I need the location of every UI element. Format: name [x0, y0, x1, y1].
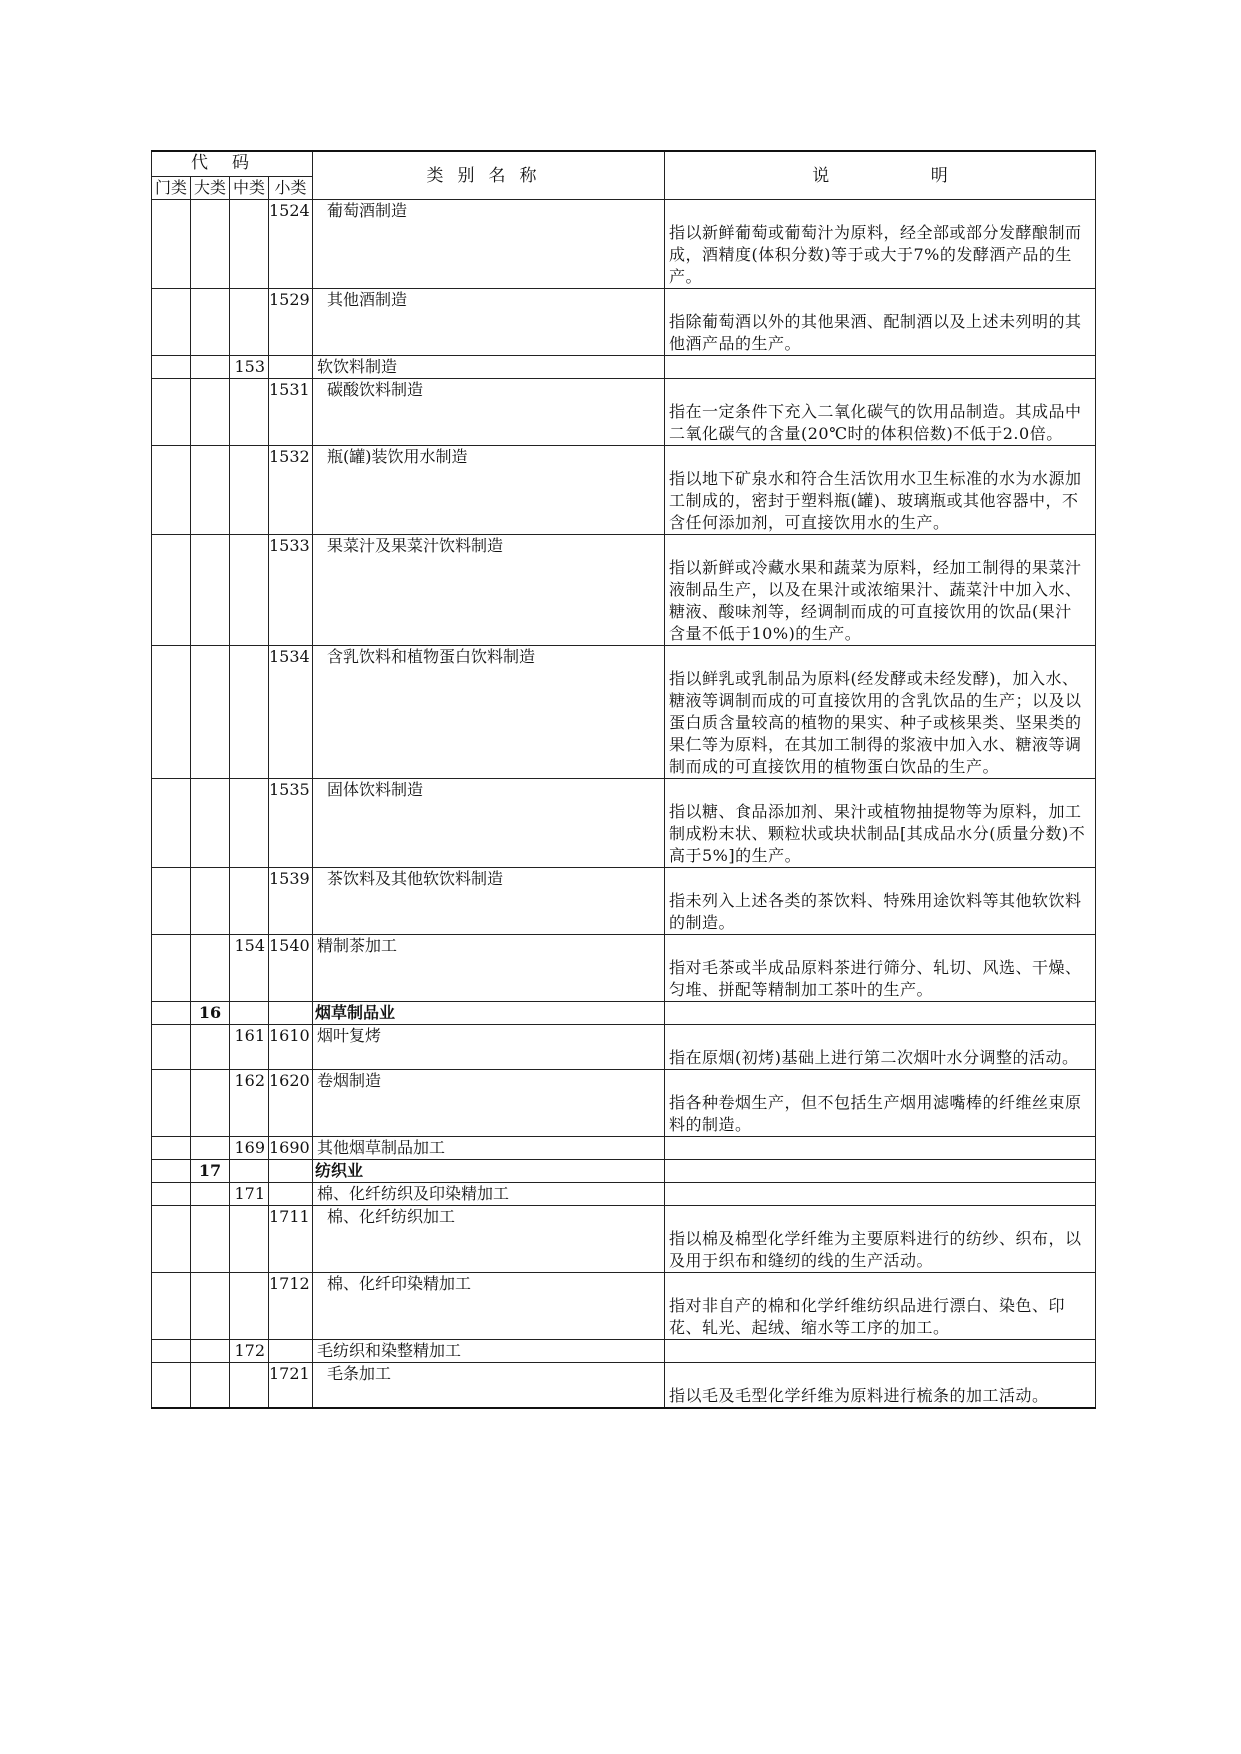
- cell-xiao: 1539: [269, 868, 313, 935]
- cell-description: 指未列入上述各类的茶饮料、特殊用途饮料等其他软饮料的制造。: [665, 868, 1096, 935]
- cell-xiao: [269, 1183, 313, 1206]
- table-row: [152, 1137, 1096, 1160]
- cell-da: [191, 868, 230, 935]
- cell-da: [191, 646, 230, 779]
- cell-men: [152, 1340, 191, 1363]
- cell-description: [665, 356, 1096, 379]
- cell-zhong: 162: [230, 1070, 269, 1137]
- cell-category-name: 烟叶复烤: [313, 1025, 665, 1070]
- table-row: [152, 779, 1096, 868]
- cell-xiao: [269, 1160, 313, 1183]
- cell-xiao: 1690: [269, 1137, 313, 1160]
- table-row: [152, 1340, 1096, 1363]
- cell-da: [191, 1206, 230, 1273]
- industry-classification-table: [151, 150, 1096, 1409]
- cell-men: [152, 1363, 191, 1409]
- cell-da: [191, 1183, 230, 1206]
- cell-description: 指以鲜乳或乳制品为原料(经发酵或未经发酵)，加入水、糖液等调制而成的可直接饮用的含乳饮品的生产；以及以蛋白质含量较高的植物的果实、种子或核果类、坚果类的果仁等为原料，在其加工制得的浆液中加入水、糖液等调制而成的可直接饮用的植物蛋白饮品的生产。: [665, 646, 1096, 779]
- header-code: 代码: [152, 151, 313, 177]
- header-da: 大类: [191, 177, 230, 200]
- cell-category-name: 固体饮料制造: [313, 779, 665, 868]
- table-row: [152, 1160, 1096, 1183]
- cell-xiao: 1531: [269, 379, 313, 446]
- cell-category-name: 葡萄酒制造: [313, 200, 665, 289]
- table-row: [152, 535, 1096, 646]
- cell-men: [152, 868, 191, 935]
- cell-men: [152, 379, 191, 446]
- cell-zhong: [230, 779, 269, 868]
- table-row: [152, 200, 1096, 289]
- cell-men: [152, 289, 191, 356]
- cell-men: [152, 1002, 191, 1025]
- cell-men: [152, 535, 191, 646]
- cell-zhong: [230, 1206, 269, 1273]
- cell-zhong: 153: [230, 356, 269, 379]
- cell-xiao: 1711: [269, 1206, 313, 1273]
- cell-category-name: 碳酸饮料制造: [313, 379, 665, 446]
- cell-xiao: 1533: [269, 535, 313, 646]
- header-description: 说 明: [665, 151, 1096, 200]
- table-row: [152, 1206, 1096, 1273]
- cell-description: [665, 1340, 1096, 1363]
- table-row: [152, 1363, 1096, 1409]
- cell-zhong: [230, 289, 269, 356]
- cell-da: [191, 1070, 230, 1137]
- cell-xiao: 1721: [269, 1363, 313, 1409]
- table-body: [152, 200, 1096, 1409]
- cell-da: [191, 379, 230, 446]
- cell-description: 指以地下矿泉水和符合生活饮用水卫生标准的水为水源加工制成的，密封于塑料瓶(罐)、玻璃瓶或其他容器中，不含任何添加剂，可直接饮用水的生产。: [665, 446, 1096, 535]
- cell-zhong: [230, 200, 269, 289]
- table-row: [152, 1273, 1096, 1340]
- cell-zhong: [230, 1363, 269, 1409]
- cell-zhong: 169: [230, 1137, 269, 1160]
- table-row: [152, 379, 1096, 446]
- cell-category-name: 烟草制品业: [313, 1002, 665, 1025]
- classification-page: [151, 150, 1095, 1409]
- cell-description: [665, 1137, 1096, 1160]
- cell-category-name: 其他酒制造: [313, 289, 665, 356]
- cell-men: [152, 779, 191, 868]
- cell-zhong: [230, 535, 269, 646]
- cell-description: [665, 1183, 1096, 1206]
- cell-category-name: 卷烟制造: [313, 1070, 665, 1137]
- cell-men: [152, 1137, 191, 1160]
- cell-description: 指对毛茶或半成品原料茶进行筛分、轧切、风选、干燥、匀堆、拼配等精制加工茶叶的生产。: [665, 935, 1096, 1002]
- table-row: [152, 289, 1096, 356]
- cell-men: [152, 1273, 191, 1340]
- cell-category-name: 毛条加工: [313, 1363, 665, 1409]
- cell-description: 指除葡萄酒以外的其他果酒、配制酒以及上述未列明的其他酒产品的生产。: [665, 289, 1096, 356]
- cell-description: 指以毛及毛型化学纤维为原料进行梳条的加工活动。: [665, 1363, 1096, 1409]
- cell-category-name: 果菜汁及果菜汁饮料制造: [313, 535, 665, 646]
- cell-da: [191, 1340, 230, 1363]
- cell-xiao: [269, 1002, 313, 1025]
- cell-da: [191, 289, 230, 356]
- cell-category-name: 精制茶加工: [313, 935, 665, 1002]
- cell-xiao: 1540: [269, 935, 313, 1002]
- cell-category-name: 其他烟草制品加工: [313, 1137, 665, 1160]
- cell-da: 16: [191, 1002, 230, 1025]
- cell-category-name: 棉、化纤纺织加工: [313, 1206, 665, 1273]
- table-row: [152, 1183, 1096, 1206]
- cell-zhong: [230, 1160, 269, 1183]
- cell-men: [152, 646, 191, 779]
- cell-xiao: 1534: [269, 646, 313, 779]
- cell-men: [152, 446, 191, 535]
- cell-da: 17: [191, 1160, 230, 1183]
- cell-zhong: [230, 379, 269, 446]
- cell-description: 指在原烟(初烤)基础上进行第二次烟叶水分调整的活动。: [665, 1025, 1096, 1070]
- header-category-name: 类别名称: [313, 151, 665, 200]
- cell-xiao: [269, 1340, 313, 1363]
- cell-description: 指以新鲜或冷藏水果和蔬菜为原料，经加工制得的果菜汁液制品生产，以及在果汁或浓缩果汁、蔬菜汁中加入水、糖液、酸味剂等，经调制而成的可直接饮用的饮品(果汁含量不低于10%)的生产。: [665, 535, 1096, 646]
- cell-da: [191, 1137, 230, 1160]
- cell-xiao: 1610: [269, 1025, 313, 1070]
- cell-xiao: 1532: [269, 446, 313, 535]
- cell-zhong: [230, 868, 269, 935]
- cell-description: 指以糖、食品添加剂、果汁或植物抽提物等为原料，加工制成粉末状、颗粒状或块状制品[其成品水分(质量分数)不高于5%]的生产。: [665, 779, 1096, 868]
- cell-category-name: 棉、化纤印染精加工: [313, 1273, 665, 1340]
- cell-description: 指对非自产的棉和化学纤维纺织品进行漂白、染色、印花、轧光、起绒、缩水等工序的加工。: [665, 1273, 1096, 1340]
- cell-zhong: [230, 1002, 269, 1025]
- cell-zhong: 161: [230, 1025, 269, 1070]
- cell-description: [665, 1160, 1096, 1183]
- cell-zhong: [230, 446, 269, 535]
- header-men: 门类: [152, 177, 191, 200]
- header-zhong: 中类: [230, 177, 269, 200]
- cell-da: [191, 779, 230, 868]
- cell-zhong: [230, 1273, 269, 1340]
- header-xiao: 小类: [269, 177, 313, 200]
- cell-men: [152, 1070, 191, 1137]
- cell-description: 指在一定条件下充入二氧化碳气的饮用品制造。其成品中二氧化碳气的含量(20℃时的体积倍数)不低于2.0倍。: [665, 379, 1096, 446]
- cell-men: [152, 935, 191, 1002]
- cell-xiao: 1529: [269, 289, 313, 356]
- cell-xiao: 1712: [269, 1273, 313, 1340]
- table-row: [152, 935, 1096, 1002]
- cell-category-name: 软饮料制造: [313, 356, 665, 379]
- cell-men: [152, 1160, 191, 1183]
- cell-category-name: 毛纺织和染整精加工: [313, 1340, 665, 1363]
- table-row: [152, 356, 1096, 379]
- table-row: [152, 1002, 1096, 1025]
- cell-da: [191, 356, 230, 379]
- cell-da: [191, 200, 230, 289]
- cell-zhong: 172: [230, 1340, 269, 1363]
- cell-description: [665, 1002, 1096, 1025]
- cell-xiao: 1620: [269, 1070, 313, 1137]
- cell-da: [191, 935, 230, 1002]
- cell-men: [152, 1206, 191, 1273]
- cell-men: [152, 200, 191, 289]
- cell-xiao: [269, 356, 313, 379]
- cell-category-name: 瓶(罐)装饮用水制造: [313, 446, 665, 535]
- cell-zhong: 171: [230, 1183, 269, 1206]
- cell-description: 指以棉及棉型化学纤维为主要原料进行的纺纱、织布，以及用于织布和缝纫的线的生产活动。: [665, 1206, 1096, 1273]
- cell-description: 指以新鲜葡萄或葡萄汁为原料，经全部或部分发酵酿制而成，酒精度(体积分数)等于或大于7%的发酵酒产品的生产。: [665, 200, 1096, 289]
- table-row: [152, 446, 1096, 535]
- cell-xiao: 1535: [269, 779, 313, 868]
- table-row: [152, 646, 1096, 779]
- cell-men: [152, 1025, 191, 1070]
- cell-men: [152, 1183, 191, 1206]
- cell-category-name: 含乳饮料和植物蛋白饮料制造: [313, 646, 665, 779]
- table-row: [152, 1025, 1096, 1070]
- cell-da: [191, 446, 230, 535]
- table-row: [152, 868, 1096, 935]
- cell-category-name: 茶饮料及其他软饮料制造: [313, 868, 665, 935]
- cell-da: [191, 535, 230, 646]
- table-row: [152, 1070, 1096, 1137]
- cell-category-name: 纺织业: [313, 1160, 665, 1183]
- cell-da: [191, 1273, 230, 1340]
- cell-xiao: 1524: [269, 200, 313, 289]
- cell-category-name: 棉、化纤纺织及印染精加工: [313, 1183, 665, 1206]
- cell-men: [152, 356, 191, 379]
- cell-description: 指各种卷烟生产，但不包括生产烟用滤嘴棒的纤维丝束原料的制造。: [665, 1070, 1096, 1137]
- cell-da: [191, 1363, 230, 1409]
- cell-zhong: 154: [230, 935, 269, 1002]
- cell-da: [191, 1025, 230, 1070]
- cell-zhong: [230, 646, 269, 779]
